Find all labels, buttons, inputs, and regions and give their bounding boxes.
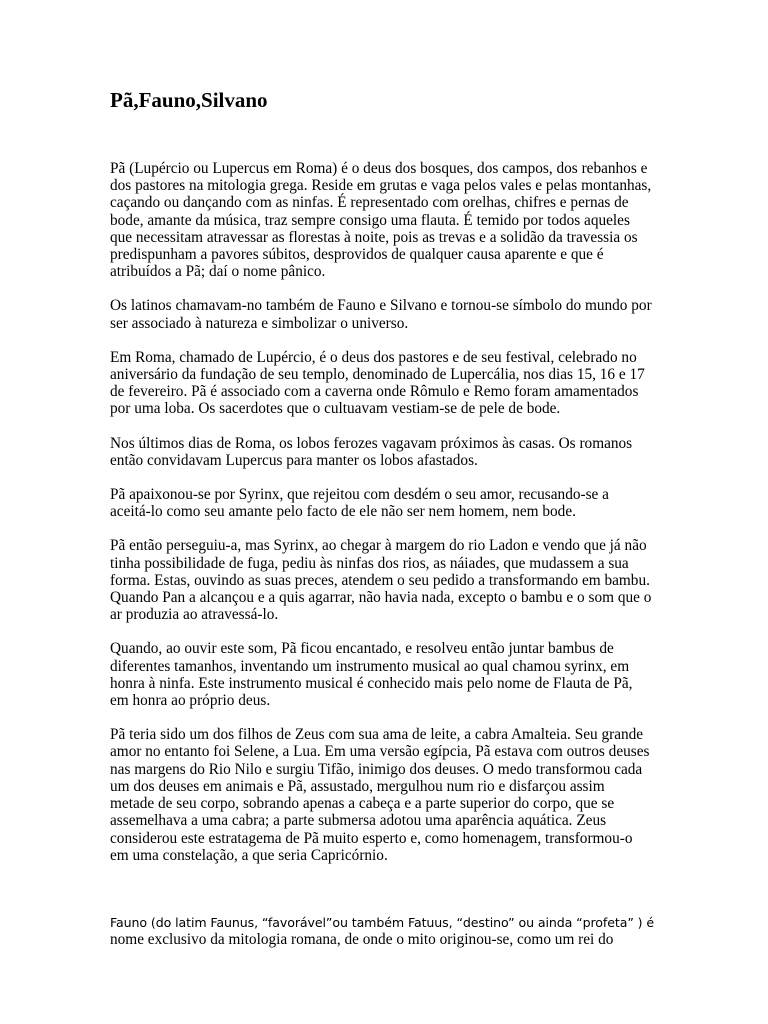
paragraph-latinos: Os latinos chamavam-no também de Fauno e Silvano e tornou-se símbolo do mundo por ser associado à natureza e simbolizar o universo. [110, 297, 652, 332]
paragraph-fauno [110, 914, 662, 948]
paragraph-roma: Em Roma, chamado de Lupércio, é o deus dos pastores e de seu festival, celebrado no aniversário da fundação de seu templo, denominado de Lupercália, nos dias 15, 16 e 17 de fevereiro. Pã é associado com a caverna onde Rômulo e Remo foram amamentados por uma loba. Os sacerdotes que o cultuavam vestiam-se de pele de bode. [110, 348, 645, 418]
paragraph-lobos: Nos últimos dias de Roma, os lobos ferozes vagavam próximos às casas. Os romanos então convidavam Lupercus para manter os lobos afastados. [110, 434, 633, 469]
fauno-serif-line: nome exclusivo da mitologia romana, de onde o mito originou-se, como um rei do [110, 931, 614, 949]
fauno-sans-line: Fauno (do latim Faunus, “favorável”ou também Fatuus, “destino” ou ainda “profeta” ) é [110, 914, 655, 930]
paragraph-perseguiu: Pã então perseguiu-a, mas Syrinx, ao chegar à margem do rio Ladon e vendo que já não tinha possibilidade de fuga, pediu às ninfas dos rios, as náiades, que mudassem a sua forma. Estas, ouvindo as suas preces, atendem o seu pedido a transformando em bambu. Quando Pan a alcançou e a quis agarrar, não havia nada, excepto o bambu e o som que o ar produzia ao atravessá-lo. [110, 537, 652, 624]
paragraph-syrinx: Pã apaixonou-se por Syrinx, que rejeitou com desdém o seu amor, recusando-se a aceitá-lo como seu amante pelo facto de ele não ser nem homem, nem bode. [110, 486, 609, 521]
paragraph-pa-intro: Pã (Lupércio ou Lupercus em Roma) é o deus dos bosques, dos campos, dos rebanhos e dos pastores na mitologia grega. Reside em grutas e vaga pelos vales e pelas montanhas, caçando ou dançando com as ninfas. É representado com orelhas, chifres e pernas de bode, amante da música, traz sempre consigo uma flauta. É temido por todos aqueles que necessitam atravessar as florestas à noite, pois as trevas e a solidão da travessia os predispunham a pavores súbitos, desprovidos de qualquer causa aparente e que é atribuídos a Pã; daí o nome pânico. [110, 160, 652, 281]
document-body [110, 160, 662, 948]
paragraph-flauta: Quando, ao ouvir este som, Pã ficou encantado, e resolveu então juntar bambus de diferentes tamanhos, inventando um instrumento musical ao qual chamou syrinx, em honra à ninfa. Este instrumento musical é conhecido mais pelo nome de Flauta de Pã, em honra ao próprio deus. [110, 640, 633, 710]
paragraph-capricornio: Pã teria sido um dos filhos de Zeus com sua ama de leite, a cabra Amalteia. Seu grande amor no entanto foi Selene, a Lua. Em uma versão egípcia, Pã estava com outros deuses nas margens do Rio Nilo e surgiu Tifão, inimigo dos deuses. O medo transformou cada um dos deuses em animais e Pã, assustado, mergulhou num rio e disfarçou assim metade de seu corpo, sobrando apenas a cabeça e a parte superior do corpo, que se assemelhava a uma cabra; a parte submersa adotou uma aparência aquática. Zeus considerou este estratagema de Pã muito esperto e, como homenagem, transformou-o em uma constelação, a que seria Capricórnio. [110, 726, 650, 864]
document-title: Pã,Fauno,Silvano [110, 88, 268, 112]
